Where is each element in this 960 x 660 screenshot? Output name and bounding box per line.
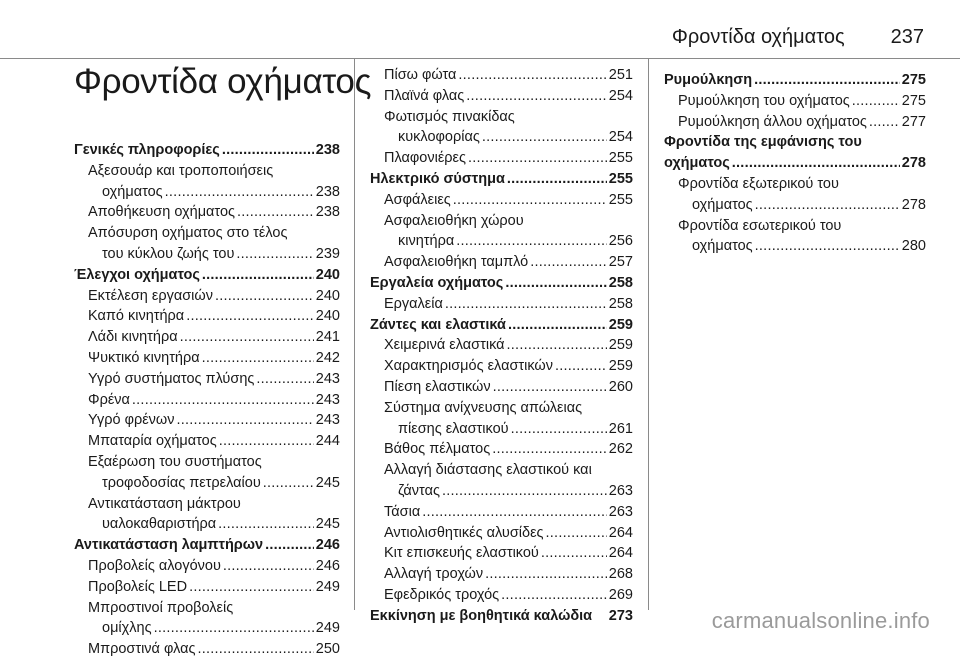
toc-page-number: 242	[315, 349, 340, 366]
toc-entry-text: οχήματος	[692, 238, 753, 255]
toc-page-number: 243	[315, 412, 340, 429]
toc-page-number: 238	[315, 142, 340, 158]
dot-leader	[754, 70, 900, 91]
toc-entry[interactable]	[74, 410, 340, 431]
toc-entry[interactable]	[664, 112, 926, 133]
toc-page-number: 275	[901, 92, 926, 109]
dot-leader	[219, 431, 314, 452]
toc-page-number: 259	[608, 316, 633, 333]
toc-page-number: 280	[901, 238, 926, 255]
dot-leader	[482, 127, 607, 148]
toc-entry-text: Σύστημα ανίχνευσης απώλειας	[384, 399, 583, 416]
toc-entry[interactable]	[74, 473, 340, 494]
dot-leader	[154, 618, 314, 639]
toc-section-entry[interactable]	[74, 265, 340, 286]
toc-entry-text: Μπροστινά φλας	[88, 641, 196, 658]
toc-entry	[74, 452, 340, 473]
toc-entry[interactable]	[74, 390, 340, 411]
dot-leader	[453, 190, 607, 211]
toc-entry-text: οχήματος	[102, 183, 163, 200]
toc-page-number: 255	[608, 150, 633, 167]
top-rule	[0, 58, 960, 59]
toc-entry-text: Πίσω φώτα	[384, 67, 457, 83]
toc-entry[interactable]	[74, 639, 340, 660]
dot-leader	[732, 153, 900, 174]
toc-entry-text: Βάθος πέλματος	[384, 441, 491, 458]
toc-page-number: 255	[608, 170, 633, 187]
toc-page-number: 241	[315, 329, 340, 346]
dot-leader	[265, 535, 314, 556]
toc-entry-text: ζάντας	[398, 482, 440, 499]
toc-entry-text: Αλλαγή τροχών	[384, 566, 484, 583]
toc-entry-text: Υγρό συστήματος πλύσης	[88, 370, 255, 387]
toc-entry-text: Φροντίδα εξωτερικού του	[678, 175, 839, 192]
dot-leader	[422, 502, 607, 523]
toc-section-entry[interactable]	[74, 535, 340, 556]
toc-entry	[664, 216, 926, 237]
dot-leader	[852, 91, 900, 112]
toc-entry	[74, 494, 340, 515]
toc-page-number: 243	[315, 391, 340, 408]
dot-leader	[555, 356, 607, 377]
toc-page-number: 278	[901, 155, 926, 172]
toc-entry-text: Πλαϊνά φλας	[384, 87, 465, 104]
toc-entry-text: Κιτ επισκευής ελαστικού	[384, 545, 539, 562]
toc-entry[interactable]	[370, 86, 633, 107]
toc-entry[interactable]	[74, 244, 340, 265]
dot-leader	[236, 244, 313, 265]
dot-leader	[186, 306, 314, 327]
toc-entry-text: Ρυμούλκηση άλλου οχήματος	[678, 113, 867, 130]
dot-leader	[466, 86, 607, 107]
dot-leader	[177, 410, 314, 431]
toc-entry	[370, 107, 633, 128]
toc-entry[interactable]	[370, 294, 633, 315]
toc-entry-text: Αντικατάσταση μάκτρου	[88, 495, 241, 512]
toc-page-number: 278	[901, 196, 926, 213]
toc-entry[interactable]	[370, 190, 633, 211]
toc-entry-text: Λάδι κινητήρα	[88, 329, 178, 346]
dot-leader	[180, 327, 314, 348]
dot-leader	[223, 556, 314, 577]
toc-entry-text: Ζάντες και ελαστικά	[370, 316, 506, 333]
toc-entry-text: Ηλεκτρικό σύστημα	[370, 170, 505, 187]
toc-entry-text: πίεσης ελαστικού	[398, 420, 509, 437]
dot-leader	[530, 252, 607, 273]
toc-entry-text: Αντιολισθητικές αλυσίδες	[384, 524, 544, 541]
toc-entry-text: Εφεδρικός τροχός	[384, 586, 500, 603]
toc-entry-text: Απόσυρση οχήματος στο τέλος	[88, 225, 288, 242]
toc-entry-text: Καπό κινητήρα	[88, 308, 185, 325]
dot-leader	[202, 265, 314, 286]
toc-entry-text: οχήματος	[692, 196, 753, 213]
toc-page-number: 263	[608, 482, 633, 499]
toc-entry[interactable]	[74, 348, 340, 369]
toc-entry[interactable]	[74, 202, 340, 223]
toc-entry[interactable]	[370, 65, 633, 86]
dot-leader	[442, 481, 607, 502]
toc-page-number: 277	[901, 113, 926, 130]
running-header	[672, 26, 924, 49]
dot-leader	[458, 65, 606, 86]
chapter-title: Φροντίδα οχήματος	[74, 62, 372, 101]
dot-leader	[485, 564, 607, 585]
toc-section-entry[interactable]	[74, 140, 340, 161]
toc-entry[interactable]	[664, 236, 926, 257]
dot-leader	[505, 273, 606, 294]
toc-page-number: 264	[608, 545, 633, 562]
toc-entry[interactable]	[74, 556, 340, 577]
toc-entry[interactable]	[664, 195, 926, 216]
toc-entry	[370, 460, 633, 481]
toc-entry[interactable]	[74, 577, 340, 598]
toc-entry[interactable]	[664, 91, 926, 112]
toc-entry[interactable]	[74, 306, 340, 327]
toc-page-number: 259	[608, 358, 633, 375]
toc-column-3	[664, 70, 926, 257]
toc-page-number: 254	[608, 129, 633, 146]
toc-page-number: 240	[315, 266, 340, 283]
toc-entry-text: Χειμερινά ελαστικά	[384, 337, 505, 354]
page-number: 237	[890, 26, 924, 48]
toc-entry[interactable]	[370, 148, 633, 169]
dot-leader	[541, 543, 607, 564]
dot-leader	[256, 369, 313, 390]
toc-section-entry[interactable]	[370, 606, 633, 627]
toc-page-number: 251	[608, 67, 633, 83]
dot-leader	[492, 439, 607, 460]
dot-leader	[755, 195, 900, 216]
toc-section-entry[interactable]	[370, 315, 633, 336]
dot-leader	[132, 390, 314, 411]
toc-entry[interactable]	[74, 514, 340, 535]
toc-entry-text: Εργαλεία	[384, 295, 443, 312]
toc-entry[interactable]	[370, 585, 633, 606]
toc-entry[interactable]	[370, 481, 633, 502]
dot-leader	[222, 140, 314, 161]
toc-entry-text: Εκτέλεση εργασιών	[88, 287, 213, 304]
dot-leader	[508, 315, 607, 336]
toc-entry[interactable]	[370, 564, 633, 585]
toc-entry[interactable]	[74, 369, 340, 390]
toc-page-number: 249	[315, 578, 340, 595]
toc-entry-text: οχήματος	[664, 155, 730, 172]
dot-leader	[869, 112, 900, 133]
running-header-title: Φροντίδα οχήματος	[671, 26, 845, 48]
toc-entry-text: Χαρακτηρισμός ελαστικών	[384, 358, 554, 375]
dot-leader	[468, 148, 607, 169]
toc-entry-text: Πίεση ελαστικών	[384, 378, 491, 395]
toc-page-number: 245	[315, 516, 340, 533]
toc-entry-text: Έλεγχοι οχήματος	[74, 266, 200, 283]
toc-entry[interactable]	[370, 231, 633, 252]
watermark: carmanualsonline.info	[711, 608, 930, 633]
dot-leader	[493, 377, 607, 398]
toc-entry-text: Αλλαγή διάστασης ελαστικού και	[384, 462, 592, 479]
toc-entry-text: του κύκλου ζωής του	[102, 245, 235, 262]
dot-leader	[546, 523, 607, 544]
toc-page-number: 259	[608, 337, 633, 354]
toc-entry-text: ομίχλης	[102, 620, 152, 637]
toc-entry[interactable]	[74, 182, 340, 203]
toc-entry-text: Αποθήκευση οχήματος	[88, 204, 236, 221]
dot-leader	[507, 169, 607, 190]
toc-entry-text: Αντικατάσταση λαμπτήρων	[74, 537, 264, 554]
dot-leader	[218, 514, 314, 535]
toc-entry[interactable]	[370, 523, 633, 544]
toc-page-number: 260	[608, 378, 633, 395]
dot-leader	[755, 236, 900, 257]
toc-entry	[370, 211, 633, 232]
toc-entry[interactable]	[74, 327, 340, 348]
toc-entry-text: Φροντίδα εσωτερικού του	[678, 217, 842, 234]
toc-page-number: 258	[608, 295, 633, 312]
column-divider-2	[648, 58, 649, 610]
toc-page-number: 256	[608, 233, 633, 250]
toc-entry[interactable]	[370, 543, 633, 564]
dot-leader	[189, 577, 314, 598]
toc-page-number: 250	[315, 641, 340, 658]
toc-entry-text: Εκκίνηση με βοηθητικά καλώδια	[370, 607, 593, 624]
toc-entry	[74, 223, 340, 244]
toc-page-number: 269	[608, 586, 633, 603]
toc-entry	[74, 161, 340, 182]
toc-entry-text: Φρένα	[88, 391, 130, 408]
toc-entry[interactable]	[370, 502, 633, 523]
toc-entry[interactable]	[370, 335, 633, 356]
toc-entry-text: Εξαέρωση του συστήματος	[88, 453, 262, 470]
toc-entry	[370, 398, 633, 419]
toc-section-entry[interactable]	[370, 273, 633, 294]
toc-page-number: 244	[315, 433, 340, 450]
toc-entry	[664, 174, 926, 195]
toc-entry-text: Ρυμούλκηση του οχήματος	[678, 92, 850, 109]
toc-page-number: 238	[315, 183, 340, 200]
toc-entry[interactable]	[370, 127, 633, 148]
toc-entry-text: Μπροστινοί προβολείς	[88, 599, 234, 616]
toc-page-number: 263	[608, 503, 633, 520]
toc-page-number: 264	[608, 524, 633, 541]
toc-entry[interactable]	[370, 252, 633, 273]
dot-leader	[215, 286, 314, 307]
toc-entry-text: Ρυμούλκηση	[664, 72, 753, 88]
toc-page-number: 262	[608, 441, 633, 458]
toc-entry[interactable]	[370, 356, 633, 377]
dot-leader	[511, 419, 607, 440]
column-divider-1	[354, 58, 355, 610]
toc-page-number: 249	[315, 620, 340, 637]
toc-page-number: 240	[315, 287, 340, 304]
toc-entry-text: Εργαλεία οχήματος	[370, 274, 504, 291]
toc-entry-text: Προβολείς αλογόνου	[88, 557, 221, 574]
toc-entry-text: Ασφάλειες	[384, 191, 451, 208]
toc-entry[interactable]	[74, 431, 340, 452]
toc-page-number: 268	[608, 566, 633, 583]
toc-page-number: 258	[608, 274, 633, 291]
dot-leader	[263, 473, 314, 494]
toc-entry[interactable]	[74, 286, 340, 307]
toc-page-number: 243	[315, 370, 340, 387]
dot-leader	[445, 294, 607, 315]
toc-entry	[74, 598, 340, 619]
toc-page-number: 238	[315, 204, 340, 221]
toc-entry-text: Μπαταρία οχήματος	[88, 433, 217, 450]
toc-entry-text: Ασφαλειοθήκη χώρου	[384, 212, 524, 229]
toc-entry-text: Ασφαλειοθήκη ταμπλό	[384, 254, 529, 271]
toc-column-1	[74, 140, 340, 660]
toc-page-number: 246	[315, 557, 340, 574]
toc-page-number: 246	[315, 537, 340, 554]
toc-entry-text: Αξεσουάρ και τροποποιήσεις	[88, 162, 274, 179]
dot-leader	[507, 335, 607, 356]
dot-leader	[165, 182, 314, 203]
toc-entry-text: κυκλοφορίας	[398, 129, 480, 146]
toc-entry[interactable]	[370, 377, 633, 398]
toc-section-entry[interactable]	[370, 169, 633, 190]
dot-leader	[501, 585, 607, 606]
toc-page-number: 255	[608, 191, 633, 208]
toc-entry-text: Προβολείς LED	[88, 578, 188, 595]
toc-entry-text: Φωτισμός πινακίδας	[384, 108, 515, 125]
toc-page-number: 239	[315, 245, 340, 262]
toc-page-number: 240	[315, 308, 340, 325]
toc-entry-text: Γενικές πληροφορίες	[74, 142, 220, 158]
toc-entry-text: υαλοκαθαριστήρα	[102, 516, 217, 533]
toc-section-entry	[664, 132, 926, 153]
toc-entry-text: Τάσια	[384, 503, 421, 520]
dot-leader	[202, 348, 314, 369]
toc-page-number: 245	[315, 474, 340, 491]
toc-entry-text: τροφοδοσίας πετρελαίου	[102, 474, 261, 491]
toc-entry[interactable]	[370, 419, 633, 440]
toc-page-number: 261	[608, 420, 633, 437]
toc-entry-text: κινητήρα	[398, 233, 455, 250]
dot-leader	[237, 202, 314, 223]
toc-column-2	[370, 65, 633, 627]
toc-entry[interactable]	[370, 439, 633, 460]
toc-section-entry[interactable]	[664, 70, 926, 91]
toc-page-number: 275	[901, 72, 926, 88]
toc-entry-text: Ψυκτικό κινητήρα	[88, 349, 200, 366]
toc-page-number: 273	[608, 607, 633, 624]
dot-leader	[197, 639, 313, 660]
toc-section-entry[interactable]	[664, 153, 926, 174]
toc-page-number: 254	[608, 87, 633, 104]
toc-entry-text: Υγρό φρένων	[88, 412, 175, 429]
dot-leader	[456, 231, 607, 252]
toc-entry-text: Πλαφονιέρες	[384, 150, 466, 167]
toc-page-number: 257	[608, 254, 633, 271]
toc-entry[interactable]	[74, 618, 340, 639]
toc-entry-text: Φροντίδα της εμφάνισης του	[664, 134, 862, 151]
